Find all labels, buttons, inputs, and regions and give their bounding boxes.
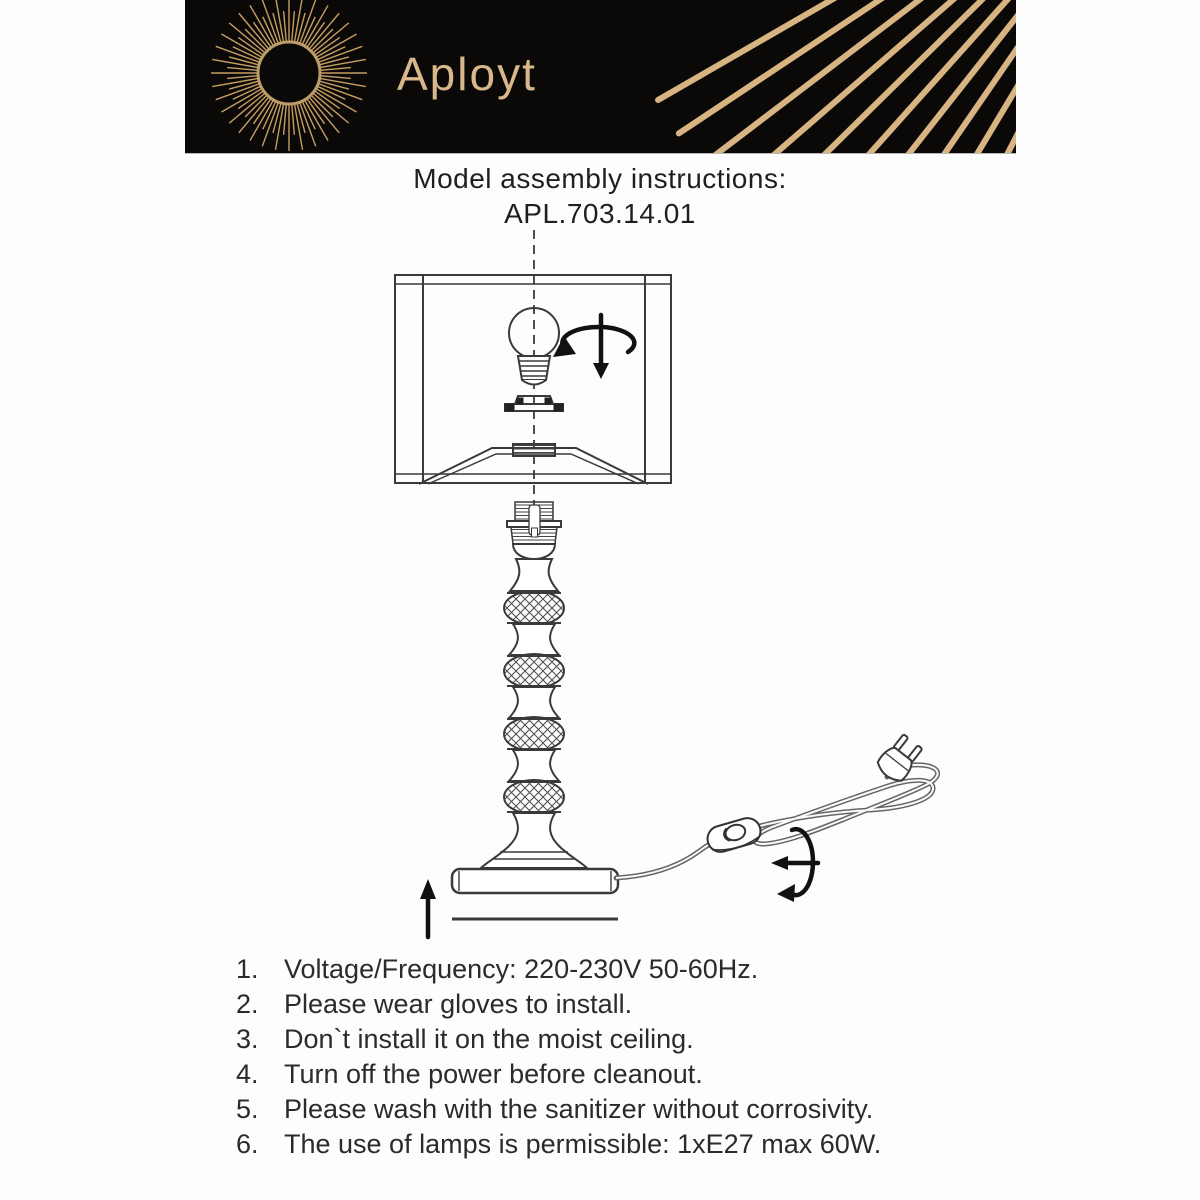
item-number: 5. — [236, 1094, 259, 1124]
item-number: 6. — [236, 1129, 259, 1159]
lift-arrow — [420, 879, 436, 937]
item-number: 4. — [236, 1059, 259, 1089]
item-number: 2. — [236, 989, 259, 1019]
title-line-1: Model assembly instructions: — [413, 163, 787, 194]
item-text: Voltage/Frequency: 220-230V 50-60Hz. — [284, 954, 759, 984]
lamp-base — [452, 869, 618, 893]
item-text: Please wash with the sanitizer without corrosivity. — [284, 1094, 874, 1124]
list-item — [236, 952, 881, 987]
light-bulb — [509, 308, 559, 385]
bulb-rotation-arrow — [553, 315, 634, 379]
item-text: Please wear gloves to install. — [284, 989, 633, 1019]
item-number: 1. — [236, 954, 259, 984]
inline-switch — [704, 815, 763, 855]
instructions-list — [236, 952, 881, 1162]
list-item — [236, 1092, 881, 1127]
list-item — [236, 1022, 881, 1057]
list-item — [236, 987, 881, 1022]
item-text: Don`t install it on the moist ceiling. — [284, 1024, 694, 1054]
brand-wordmark: Aployt — [397, 48, 537, 100]
title-line-2: APL.703.14.01 — [504, 198, 696, 229]
power-plug — [874, 732, 925, 785]
list-item — [236, 1127, 881, 1162]
item-text: The use of lamps is permissible: 1xE27 max 60W. — [284, 1129, 882, 1159]
list-item — [236, 1057, 881, 1092]
item-text: Turn off the power before cleanout. — [284, 1059, 703, 1089]
lamp-socket — [507, 502, 561, 559]
stand-column — [481, 559, 587, 868]
item-number: 3. — [236, 1024, 259, 1054]
